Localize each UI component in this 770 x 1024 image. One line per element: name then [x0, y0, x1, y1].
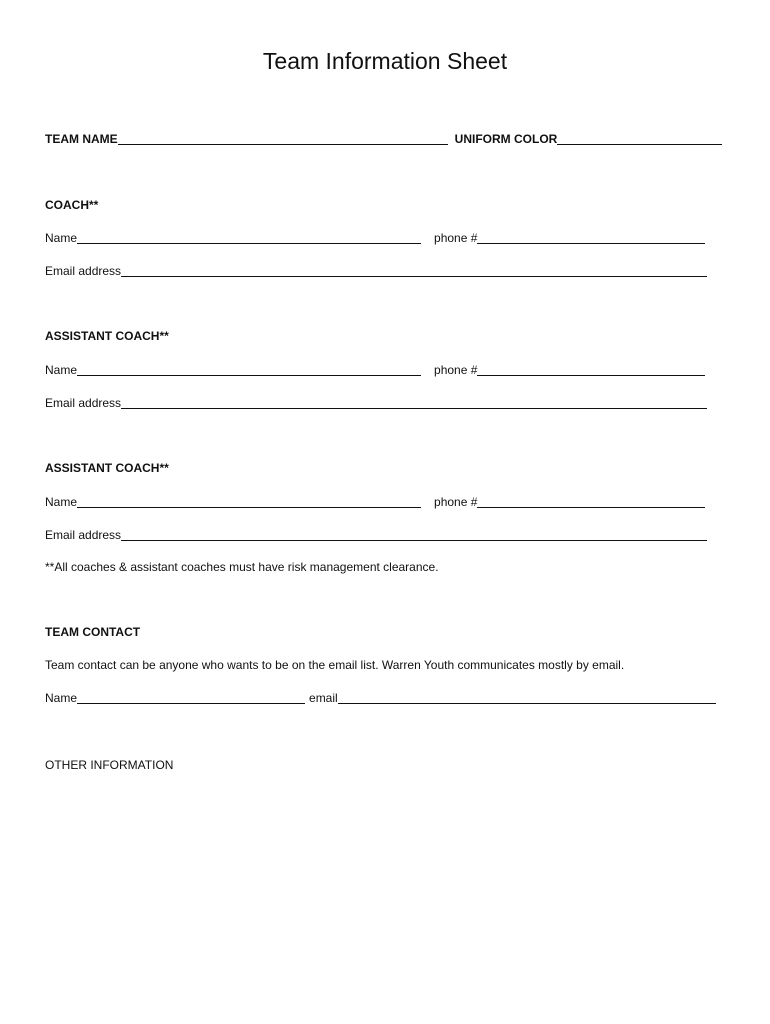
coach-email-row	[45, 263, 707, 279]
coach-email-label: Email address	[45, 264, 122, 278]
coach-name-label: Name	[45, 231, 78, 245]
assistant-coach-2-email-field[interactable]	[121, 529, 707, 541]
team-contact-row	[45, 690, 716, 706]
assistant-coach-1-email-field[interactable]	[121, 397, 707, 409]
team-name-label: TEAM NAME	[45, 132, 118, 146]
assistant-coach-2-heading: ASSISTANT COACH**	[45, 461, 169, 475]
coach-phone-label: phone #	[434, 231, 478, 245]
team-contact-name-label: Name	[45, 691, 78, 705]
assistant-coach-1-name-row	[45, 362, 705, 378]
assistant-coach-2-name-label: Name	[45, 495, 78, 509]
other-information-label: OTHER INFORMATION	[45, 758, 174, 772]
assistant-coach-1-phone-field[interactable]	[477, 364, 705, 376]
coach-heading: COACH**	[45, 198, 99, 212]
assistant-coach-1-name-field[interactable]	[77, 364, 421, 376]
assistant-coach-2-phone-field[interactable]	[477, 496, 705, 508]
assistant-coach-2-phone-label: phone #	[434, 495, 478, 509]
coach-name-field[interactable]	[77, 232, 421, 244]
assistant-coach-1-email-row	[45, 395, 707, 411]
team-contact-email-label: email	[309, 691, 338, 705]
assistant-coach-1-phone-label: phone #	[434, 363, 478, 377]
coach-name-row	[45, 230, 705, 246]
clearance-note: **All coaches & assistant coaches must have risk management clearance.	[45, 560, 439, 574]
uniform-color-field[interactable]	[557, 133, 722, 145]
assistant-coach-2-name-row	[45, 494, 705, 510]
team-contact-heading: TEAM CONTACT	[45, 625, 141, 639]
assistant-coach-2-email-row	[45, 527, 707, 543]
uniform-color-label: UNIFORM COLOR	[454, 132, 558, 146]
team-contact-description: Team contact can be anyone who wants to be on the email list. Warren Youth communicates mostly by email.	[45, 658, 625, 672]
assistant-coach-1-email-label: Email address	[45, 396, 122, 410]
coach-phone-field[interactable]	[477, 232, 705, 244]
team-contact-email-field[interactable]	[338, 692, 716, 704]
team-row	[45, 131, 722, 147]
coach-email-field[interactable]	[121, 265, 707, 277]
team-name-field[interactable]	[118, 133, 448, 145]
page-title: Team Information Sheet	[262, 48, 508, 74]
assistant-coach-1-name-label: Name	[45, 363, 78, 377]
team-contact-name-field[interactable]	[77, 692, 305, 704]
assistant-coach-2-name-field[interactable]	[77, 496, 421, 508]
assistant-coach-2-email-label: Email address	[45, 528, 122, 542]
assistant-coach-1-heading: ASSISTANT COACH**	[45, 329, 169, 343]
